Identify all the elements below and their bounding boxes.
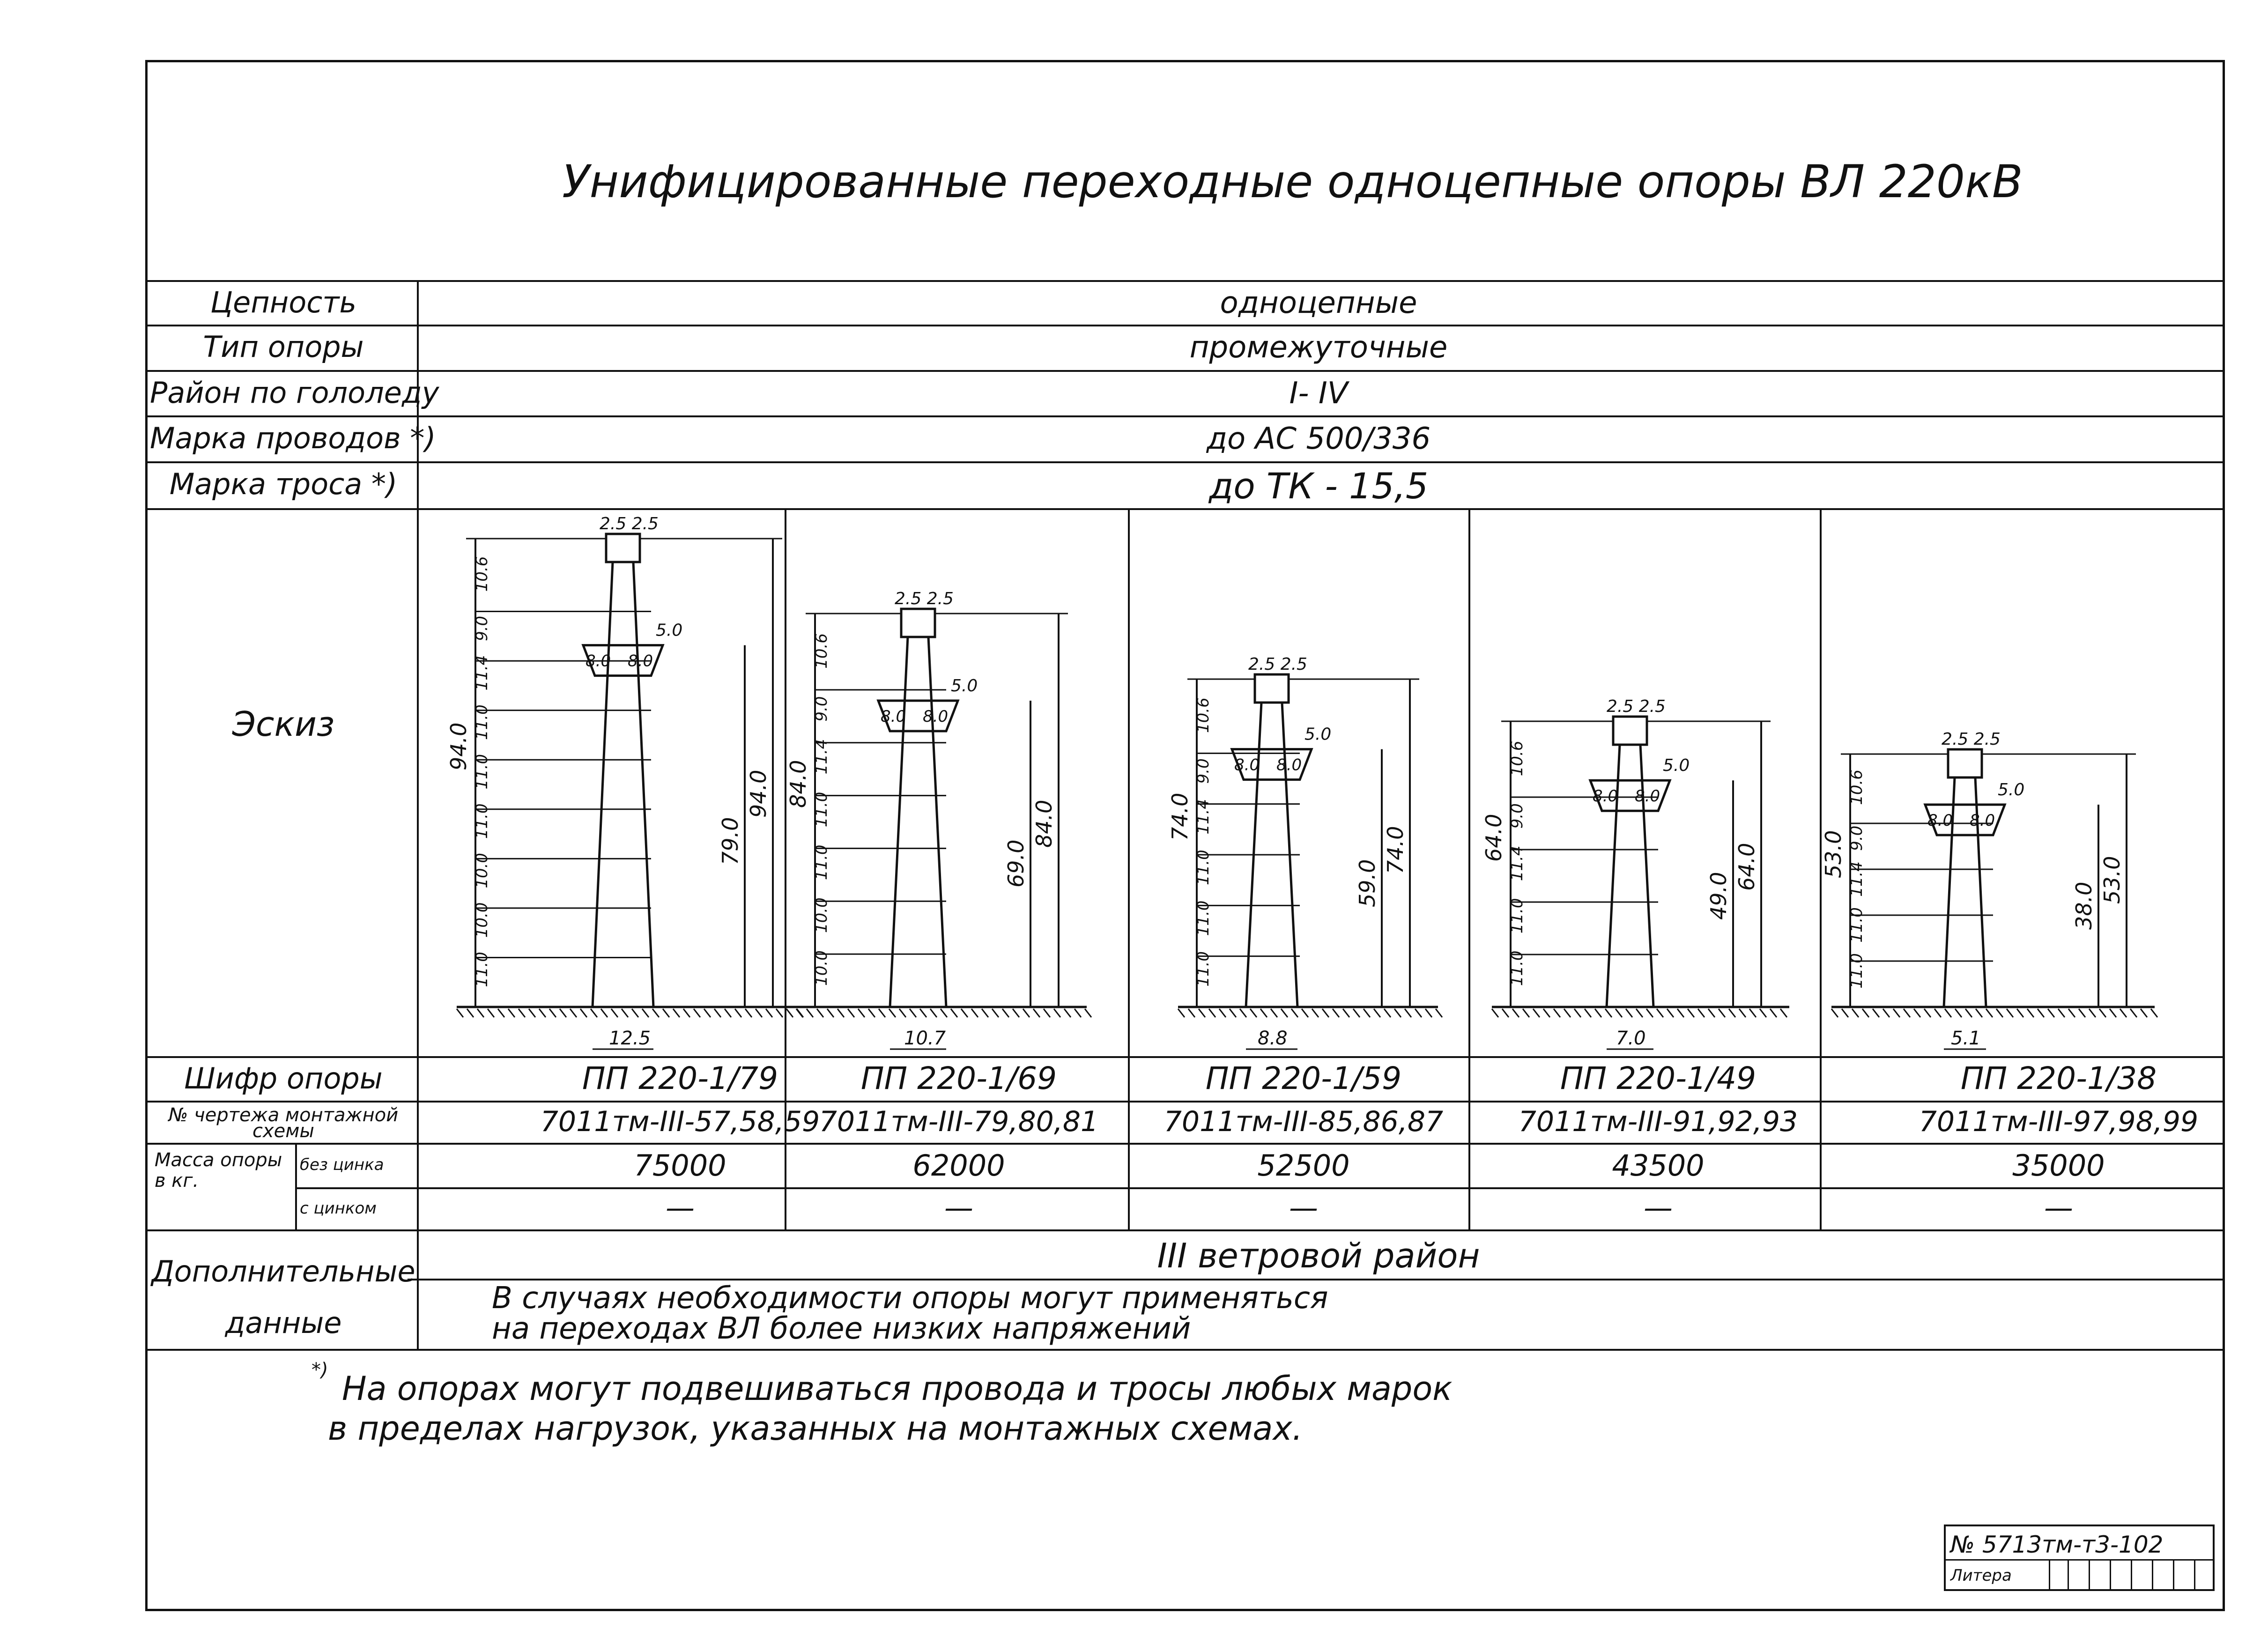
ground-hatch (1554, 1009, 1560, 1017)
ground-hatch (2068, 1009, 2075, 1017)
tower-head (901, 609, 935, 637)
ground-hatch (1013, 1009, 1019, 1017)
ground-hatch (1023, 1009, 1030, 1017)
ground-hatch (1585, 1009, 1591, 1017)
ground-hatch (796, 1009, 803, 1017)
ground-hatch (601, 1009, 608, 1017)
label-cable: Марка троса *) (169, 467, 398, 501)
tower-mass-zinc: — (2044, 1191, 2073, 1225)
tower-head (1613, 717, 1647, 745)
total-height-label: 84.0 (786, 760, 811, 808)
ground-hatch (920, 1009, 926, 1017)
ground-hatch (756, 1009, 762, 1017)
section-height-label: 11.0 (1847, 907, 1866, 943)
crossarm-left-label: 8.0 (881, 707, 906, 726)
top-width-label: 2.5 2.5 (600, 514, 659, 533)
ground-hatch (879, 1009, 885, 1017)
section-height-label: 10.6 (473, 556, 491, 592)
ground-hatch (1436, 1009, 1442, 1017)
crossarm-right-label: 8.0 (628, 651, 653, 671)
ground-hatch (1188, 1009, 1195, 1017)
ground-hatch (1033, 1009, 1040, 1017)
ground-hatch (951, 1009, 957, 1017)
ground-hatch (982, 1009, 988, 1017)
tower-drawing-number: 7011тм-III-79,80,81 (819, 1105, 1099, 1138)
ground-hatch (1996, 1009, 2003, 1017)
crossarm-left-label: 8.0 (1593, 787, 1618, 806)
tower-leg (633, 562, 653, 1007)
ground-hatch (539, 1009, 546, 1017)
ground-hatch (1374, 1009, 1380, 1017)
ground-hatch (1209, 1009, 1216, 1017)
base-width-label: 10.7 (904, 1028, 946, 1049)
ground-hatch (622, 1009, 628, 1017)
ground-hatch (2141, 1009, 2147, 1017)
ground-hatch (766, 1009, 772, 1017)
total-right-label: 74.0 (1383, 826, 1408, 874)
section-height-label: 9.0 (812, 696, 831, 722)
ground-hatch (1904, 1009, 1910, 1017)
section-height-label: 10.6 (1508, 740, 1527, 777)
ground-hatch (1502, 1009, 1509, 1017)
tower-leg (1607, 745, 1620, 1007)
tower-mass: 62000 (912, 1148, 1005, 1183)
ground-hatch (1698, 1009, 1705, 1017)
ground-hatch (1512, 1009, 1519, 1017)
ground-hatch (652, 1009, 659, 1017)
label-type: Тип опоры (203, 330, 364, 364)
label-ice: Район по гололеду (150, 376, 439, 410)
section-height-label: 11.4 (473, 655, 491, 691)
ground-hatch (1353, 1009, 1360, 1017)
upper-arm-label: 5.0 (951, 676, 978, 696)
ground-hatch (1852, 1009, 1859, 1017)
section-height-label: 10.0 (473, 902, 491, 938)
ground-hatch (1719, 1009, 1725, 1017)
ground-hatch (642, 1009, 649, 1017)
ground-hatch (1914, 1009, 1920, 1017)
section-height-label: 10.0 (473, 852, 491, 888)
tower-code: ПП 220-1/49 (1560, 1060, 1757, 1096)
tower-head (1948, 749, 1982, 777)
section-height-label: 11.0 (1847, 953, 1866, 989)
ground-hatch (1934, 1009, 1941, 1017)
ground-hatch (632, 1009, 638, 1017)
ground-hatch (1178, 1009, 1185, 1017)
top-width-label: 2.5 2.5 (1248, 655, 1307, 674)
extra-note-line1: В случаях необходимости опоры могут применяться (492, 1281, 1328, 1316)
arm-height-label: 49.0 (1706, 872, 1731, 920)
tower-code: ПП 220-1/69 (860, 1060, 1057, 1096)
ground-hatch (2027, 1009, 2034, 1017)
ground-hatch (1574, 1009, 1581, 1017)
ground-hatch (2079, 1009, 2085, 1017)
tower-mass: 52500 (1257, 1148, 1350, 1183)
label-extra: Дополнительные данные (151, 1254, 415, 1340)
tower-mass-zinc: — (1644, 1191, 1673, 1225)
ground-hatch (1883, 1009, 1890, 1017)
crossarm-right-label: 8.0 (1276, 755, 1302, 775)
section-height-label: 9.0 (1847, 825, 1866, 851)
ground-hatch (1564, 1009, 1571, 1017)
ground-hatch (1657, 1009, 1663, 1017)
ground-hatch (786, 1009, 793, 1017)
ground-hatch (714, 1009, 721, 1017)
label-drawing: № чертежа монтажной схемы (168, 1104, 399, 1142)
ground-hatch (467, 1009, 474, 1017)
value-wire: до АС 500/336 (1206, 422, 1431, 456)
ground-hatch (673, 1009, 680, 1017)
label-mass: Масса опоры в кг. (155, 1149, 282, 1192)
section-height-label: 11.0 (473, 754, 491, 790)
ground-hatch (2048, 1009, 2054, 1017)
total-height-label: 53.0 (1821, 830, 1846, 878)
tower-mass: 43500 (1612, 1148, 1705, 1183)
ground-hatch (807, 1009, 813, 1017)
ground-hatch (961, 1009, 968, 1017)
total-height-label: 74.0 (1167, 792, 1193, 841)
tower-leg (890, 637, 908, 1007)
ground-hatch (529, 1009, 535, 1017)
ground-hatch (1780, 1009, 1787, 1017)
base-width-label: 12.5 (609, 1028, 651, 1049)
ground-hatch (2151, 1009, 2157, 1017)
ground-hatch (1492, 1009, 1498, 1017)
ground-hatch (477, 1009, 484, 1017)
tower-drawing-number: 7011тм-III-57,58,59 (540, 1105, 820, 1138)
section-height-label: 11.4 (1508, 845, 1527, 881)
tower-mass-zinc: — (1289, 1191, 1318, 1225)
ground-hatch (1760, 1009, 1766, 1017)
footnote-mark: *) (311, 1359, 328, 1381)
ground-hatch (1405, 1009, 1411, 1017)
ground-hatch (1394, 1009, 1401, 1017)
ground-hatch (1842, 1009, 1848, 1017)
top-width-label: 2.5 2.5 (1607, 697, 1666, 716)
footnote-line1: На опорах могут подвешиваться провода и тросы любых марок (342, 1369, 1453, 1408)
ground-hatch (1965, 1009, 1972, 1017)
arm-height-label: 79.0 (718, 817, 743, 865)
ground-hatch (910, 1009, 916, 1017)
total-right-label: 84.0 (1031, 799, 1057, 848)
tower-code: ПП 220-1/79 (582, 1060, 778, 1096)
arm-height-label: 38.0 (2071, 881, 2097, 930)
tower-code: ПП 220-1/38 (1960, 1060, 2157, 1096)
ground-hatch (1002, 1009, 1009, 1017)
base-width-label: 7.0 (1616, 1028, 1646, 1049)
ground-hatch (1333, 1009, 1339, 1017)
section-height-label: 11.0 (1194, 850, 1213, 885)
ground-hatch (817, 1009, 823, 1017)
ground-hatch (1595, 1009, 1601, 1017)
ground-hatch (1312, 1009, 1319, 1017)
section-height-label: 9.0 (473, 615, 491, 641)
section-height-label: 11.4 (1194, 799, 1213, 835)
ground-hatch (580, 1009, 587, 1017)
ground-hatch (838, 1009, 844, 1017)
ground-hatch (1749, 1009, 1756, 1017)
extra-note-line2: на переходах ВЛ более низких напряжений (492, 1311, 1191, 1346)
ground-hatch (694, 1009, 700, 1017)
ground-hatch (591, 1009, 597, 1017)
ground-hatch (1260, 1009, 1267, 1017)
ground-hatch (1945, 1009, 1951, 1017)
ground-hatch (2130, 1009, 2137, 1017)
total-right-label: 94.0 (746, 770, 771, 818)
ground-hatch (1415, 1009, 1422, 1017)
tower-mass-zinc: — (666, 1191, 695, 1225)
ground-hatch (776, 1009, 783, 1017)
total-height-label: 64.0 (1481, 814, 1506, 862)
tower-head (606, 534, 640, 562)
extra-wind-region: III ветровой район (1157, 1236, 1480, 1275)
ground-hatch (1976, 1009, 1982, 1017)
total-height-label: 94.0 (446, 722, 471, 770)
crossarm-left-label: 8.0 (1927, 811, 1953, 830)
label-sketch: Эскиз (232, 704, 335, 744)
value-ice: I- IV (1289, 376, 1348, 411)
ground-hatch (1862, 1009, 1869, 1017)
section-height-label: 11.0 (473, 704, 491, 740)
section-height-label: 10.0 (812, 897, 831, 933)
ground-hatch (1064, 1009, 1071, 1017)
base-width-label: 5.1 (1951, 1028, 1981, 1049)
ground-hatch (1384, 1009, 1391, 1017)
ground-hatch (1729, 1009, 1735, 1017)
ground-hatch (827, 1009, 834, 1017)
tower-mass: 75000 (634, 1148, 726, 1183)
label-code: Шифр опоры (184, 1061, 383, 1095)
ground-hatch (1646, 1009, 1653, 1017)
tower-head (1255, 674, 1289, 703)
section-height-label: 11.4 (812, 739, 831, 775)
ground-hatch (457, 1009, 463, 1017)
ground-hatch (1230, 1009, 1236, 1017)
ground-hatch (868, 1009, 875, 1017)
ground-hatch (1739, 1009, 1746, 1017)
crossarm-right-label: 8.0 (1970, 811, 1995, 830)
ground-hatch (1986, 1009, 1993, 1017)
ground-hatch (1199, 1009, 1205, 1017)
ground-hatch (1044, 1009, 1050, 1017)
section-height-label: 9.0 (1194, 758, 1213, 784)
ground-hatch (725, 1009, 731, 1017)
ground-hatch (1523, 1009, 1529, 1017)
ground-hatch (1667, 1009, 1674, 1017)
ground-hatch (889, 1009, 896, 1017)
section-height-label: 11.0 (812, 792, 831, 828)
section-height-label: 11.0 (1508, 950, 1527, 986)
tower-mass: 35000 (2012, 1148, 2105, 1183)
ground-hatch (1770, 1009, 1777, 1017)
ground-hatch (1425, 1009, 1432, 1017)
label-mass-zinc: с цинком (300, 1199, 377, 1218)
ground-hatch (2120, 1009, 2127, 1017)
arm-height-label: 69.0 (1003, 839, 1029, 888)
section-height-label: 10.6 (1194, 697, 1213, 733)
ground-hatch (611, 1009, 618, 1017)
ground-hatch (971, 1009, 978, 1017)
crossarm-right-label: 8.0 (1635, 787, 1660, 806)
value-chain: одноцепные (1220, 286, 1417, 320)
tower-drawing-number: 7011тм-III-85,86,87 (1164, 1105, 1444, 1138)
ground-hatch (1281, 1009, 1288, 1017)
ground-hatch (1364, 1009, 1370, 1017)
footnote-line2: в пределах нагрузок, указанных на монтажных схемах. (328, 1409, 1303, 1448)
ground-hatch (519, 1009, 525, 1017)
ground-hatch (735, 1009, 741, 1017)
total-right-label: 53.0 (2099, 856, 2125, 904)
ground-hatch (1322, 1009, 1329, 1017)
stamp-litera: Литера (1950, 1566, 2012, 1585)
ground-hatch (1616, 1009, 1622, 1017)
upper-arm-label: 5.0 (1998, 780, 2025, 799)
ground-hatch (1302, 1009, 1308, 1017)
tower-drawing-number: 7011тм-III-97,98,99 (1919, 1105, 2199, 1138)
ground-hatch (1605, 1009, 1612, 1017)
ground-hatch (941, 1009, 947, 1017)
ground-hatch (663, 1009, 669, 1017)
ground-hatch (560, 1009, 566, 1017)
ground-hatch (745, 1009, 752, 1017)
tower-code: ПП 220-1/59 (1205, 1060, 1402, 1096)
ground-hatch (570, 1009, 577, 1017)
total-right-label: 64.0 (1734, 843, 1759, 891)
ground-hatch (488, 1009, 494, 1017)
value-type: промежуточные (1189, 330, 1448, 365)
ground-hatch (992, 1009, 999, 1017)
top-width-label: 2.5 2.5 (1942, 730, 2001, 749)
arm-height-label: 59.0 (1355, 859, 1380, 907)
ground-hatch (508, 1009, 515, 1017)
ground-hatch (1533, 1009, 1540, 1017)
ground-hatch (2058, 1009, 2065, 1017)
upper-arm-label: 5.0 (1663, 756, 1690, 776)
section-height-label: 10.6 (812, 633, 831, 669)
ground-hatch (1240, 1009, 1246, 1017)
ground-hatch (498, 1009, 504, 1017)
value-cable: до ТК - 15,5 (1208, 465, 1429, 507)
ground-hatch (1085, 1009, 1091, 1017)
ground-hatch (704, 1009, 711, 1017)
ground-hatch (1955, 1009, 1962, 1017)
ground-hatch (2089, 1009, 2096, 1017)
upper-arm-label: 5.0 (1304, 725, 1332, 744)
ground-hatch (1708, 1009, 1715, 1017)
ground-hatch (1688, 1009, 1694, 1017)
tower-mass-zinc: — (944, 1191, 973, 1225)
ground-hatch (1543, 1009, 1550, 1017)
ground-hatch (683, 1009, 690, 1017)
ground-hatch (2007, 1009, 2013, 1017)
ground-hatch (1677, 1009, 1684, 1017)
base-width-label: 8.8 (1258, 1028, 1288, 1049)
ground-hatch (1075, 1009, 1081, 1017)
ground-hatch (1831, 1009, 1838, 1017)
stamp-number: № 5713тм-т3-102 (1950, 1531, 2164, 1558)
ground-hatch (2110, 1009, 2116, 1017)
ground-hatch (899, 1009, 906, 1017)
ground-hatch (2099, 1009, 2106, 1017)
ground-hatch (1626, 1009, 1632, 1017)
upper-arm-label: 5.0 (656, 621, 683, 640)
section-height-label: 10.0 (812, 950, 831, 986)
ground-hatch (2038, 1009, 2044, 1017)
ground-hatch (1343, 1009, 1349, 1017)
ground-hatch (1250, 1009, 1257, 1017)
ground-hatch (930, 1009, 937, 1017)
section-height-label: 11.0 (473, 952, 491, 987)
label-chain: Цепность (210, 285, 357, 319)
ground-hatch (1054, 1009, 1060, 1017)
ground-hatch (848, 1009, 854, 1017)
ground-hatch (1636, 1009, 1643, 1017)
tower-drawing-number: 7011тм-III-91,92,93 (1518, 1105, 1798, 1138)
tower-leg (1640, 745, 1653, 1007)
crossarm-left-label: 8.0 (586, 651, 611, 671)
label-wire: Марка проводов *) (150, 421, 436, 455)
ground-hatch (1219, 1009, 1226, 1017)
top-width-label: 2.5 2.5 (895, 589, 954, 608)
section-height-label: 11.0 (473, 803, 491, 839)
label-mass-nozinc: без цинка (300, 1155, 384, 1174)
section-height-label: 9.0 (1508, 803, 1527, 829)
section-height-label: 11.4 (1847, 861, 1866, 897)
ground-hatch (1271, 1009, 1277, 1017)
section-height-label: 11.0 (812, 844, 831, 881)
ground-hatch (549, 1009, 556, 1017)
ground-hatch (858, 1009, 865, 1017)
tower-leg (593, 562, 613, 1007)
ground-hatch (1291, 1009, 1298, 1017)
crossarm-right-label: 8.0 (923, 707, 949, 726)
crossarm-left-label: 8.0 (1234, 755, 1260, 775)
ground-hatch (1924, 1009, 1931, 1017)
ground-hatch (1893, 1009, 1900, 1017)
ground-hatch (1873, 1009, 1879, 1017)
section-height-label: 10.6 (1847, 770, 1866, 805)
section-height-label: 11.0 (1194, 951, 1213, 987)
section-height-label: 11.0 (1508, 898, 1527, 934)
section-height-label: 11.0 (1194, 900, 1213, 936)
ground-hatch (2017, 1009, 2023, 1017)
page-title: Унифицированные переходные одноцепные опоры ВЛ 220кВ (562, 155, 2023, 208)
tower-leg (928, 637, 946, 1007)
